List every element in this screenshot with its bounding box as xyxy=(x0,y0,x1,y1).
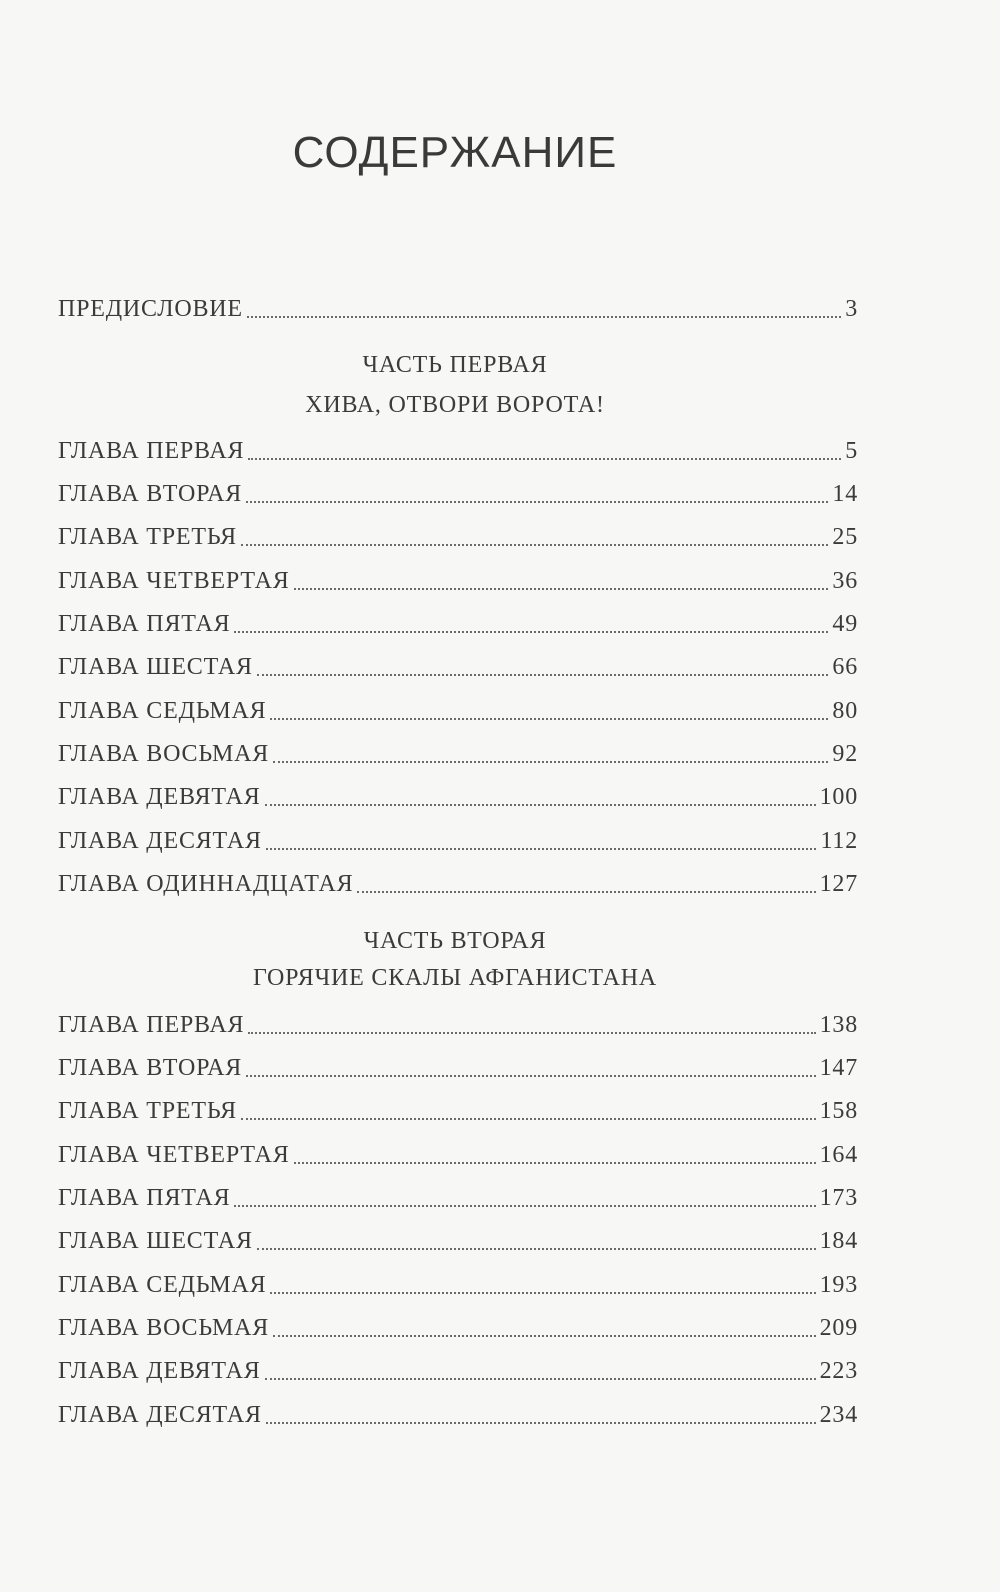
dot-leader xyxy=(270,718,828,720)
toc-entry-label: ГЛАВА ПЕРВАЯ xyxy=(58,1012,245,1038)
toc-entry-label: ГЛАВА ПЯТАЯ xyxy=(58,1185,231,1211)
toc-entry-label: ГЛАВА ОДИННАДЦАТАЯ xyxy=(58,871,354,897)
toc-entry-preface[interactable] xyxy=(58,294,858,324)
toc-entry[interactable] xyxy=(58,696,858,726)
toc-entry[interactable] xyxy=(58,1226,858,1256)
dot-leader xyxy=(257,1248,816,1250)
toc-entry-label: ПРЕДИСЛОВИЕ xyxy=(58,296,243,322)
toc-entry-label: ГЛАВА ЧЕТВЕРТАЯ xyxy=(58,568,290,594)
toc-page-number: 66 xyxy=(832,654,858,680)
toc-page-number: 184 xyxy=(819,1228,858,1254)
toc-entry-label: ГЛАВА ВТОРАЯ xyxy=(58,481,243,507)
dot-leader xyxy=(241,1118,816,1120)
toc-page-number: 25 xyxy=(832,524,858,550)
toc-entry[interactable] xyxy=(58,1053,858,1083)
toc-entry[interactable] xyxy=(58,1356,858,1386)
dot-leader xyxy=(266,1422,816,1424)
dot-leader xyxy=(270,1292,815,1294)
toc-page-number: 158 xyxy=(819,1098,858,1124)
dot-leader xyxy=(294,1162,816,1164)
toc-entry-label: ГЛАВА ДЕВЯТАЯ xyxy=(58,1358,261,1384)
dot-leader xyxy=(265,1378,816,1380)
toc-entry-label: ГЛАВА ВОСЬМАЯ xyxy=(58,741,270,767)
toc-entry[interactable] xyxy=(58,869,858,899)
toc-page-number: 49 xyxy=(832,611,858,637)
dot-leader xyxy=(273,761,828,763)
toc-entry-label: ГЛАВА ДЕСЯТАЯ xyxy=(58,1402,262,1428)
toc-page-number: 127 xyxy=(819,871,858,897)
toc-page-number: 173 xyxy=(819,1185,858,1211)
toc-entry-label: ГЛАВА ШЕСТАЯ xyxy=(58,1228,253,1254)
toc-entry[interactable] xyxy=(58,1183,858,1213)
dot-leader xyxy=(257,674,829,676)
toc-entry[interactable] xyxy=(58,1270,858,1300)
dot-leader xyxy=(234,631,828,633)
toc-entry[interactable] xyxy=(58,566,858,596)
toc-entry[interactable] xyxy=(58,1400,858,1430)
toc-entry[interactable] xyxy=(58,436,858,466)
dot-leader xyxy=(266,848,817,850)
toc-page-number: 193 xyxy=(819,1272,858,1298)
toc-entry[interactable] xyxy=(58,652,858,682)
dot-leader xyxy=(234,1205,815,1207)
toc-page-number: 14 xyxy=(832,481,858,507)
toc-page-number: 92 xyxy=(832,741,858,767)
page-title: СОДЕРЖАНИЕ xyxy=(292,128,618,177)
part-heading: ЧАСТЬ ВТОРАЯ xyxy=(363,928,547,954)
toc-entry-label: ГЛАВА ДЕВЯТАЯ xyxy=(58,784,261,810)
toc-page-number: 5 xyxy=(845,438,858,464)
toc-page-number: 3 xyxy=(845,296,858,322)
dot-leader xyxy=(241,544,828,546)
dot-leader xyxy=(246,1075,816,1077)
toc-page-number: 100 xyxy=(819,784,858,810)
toc-entry-label: ГЛАВА СЕДЬМАЯ xyxy=(58,698,267,724)
toc-page-number: 147 xyxy=(819,1055,858,1081)
dot-leader xyxy=(273,1335,816,1337)
part-heading: ЧАСТЬ ПЕРВАЯ xyxy=(362,352,548,378)
dot-leader xyxy=(294,588,829,590)
dot-leader xyxy=(247,316,841,318)
toc-page-number: 138 xyxy=(819,1012,858,1038)
toc-page-number: 223 xyxy=(819,1358,858,1384)
toc-page-number: 36 xyxy=(832,568,858,594)
dot-leader xyxy=(248,1032,815,1034)
toc-entry-label: ГЛАВА ШЕСТАЯ xyxy=(58,654,253,680)
toc-entry[interactable] xyxy=(58,609,858,639)
toc-entry[interactable] xyxy=(58,1010,858,1040)
toc-entry[interactable] xyxy=(58,739,858,769)
toc-page-number: 80 xyxy=(832,698,858,724)
toc-entry-label: ГЛАВА ПЯТАЯ xyxy=(58,611,231,637)
toc-entry-label: ГЛАВА СЕДЬМАЯ xyxy=(58,1272,267,1298)
toc-entry-label: ГЛАВА ТРЕТЬЯ xyxy=(58,1098,237,1124)
toc-entry-label: ГЛАВА ВТОРАЯ xyxy=(58,1055,243,1081)
dot-leader xyxy=(248,458,841,460)
part-subtitle: ХИВА, ОТВОРИ ВОРОТА! xyxy=(305,392,605,418)
part-subtitle: ГОРЯЧИЕ СКАЛЫ АФГАНИСТАНА xyxy=(252,965,658,991)
toc-entry[interactable] xyxy=(58,1313,858,1343)
toc-entry[interactable] xyxy=(58,479,858,509)
toc-entry[interactable] xyxy=(58,522,858,552)
toc-entry[interactable] xyxy=(58,1140,858,1170)
toc-entry-label: ГЛАВА ВОСЬМАЯ xyxy=(58,1315,270,1341)
dot-leader xyxy=(265,804,816,806)
toc-entry-label: ГЛАВА ТРЕТЬЯ xyxy=(58,524,237,550)
toc-page-number: 209 xyxy=(819,1315,858,1341)
dot-leader xyxy=(357,891,815,893)
toc-entry-label: ГЛАВА ПЕРВАЯ xyxy=(58,438,245,464)
toc-entry[interactable] xyxy=(58,782,858,812)
toc-entry[interactable] xyxy=(58,1096,858,1126)
dot-leader xyxy=(246,501,828,503)
toc-entry-label: ГЛАВА ЧЕТВЕРТАЯ xyxy=(58,1142,290,1168)
toc-entry[interactable] xyxy=(58,826,858,856)
toc-page-number: 112 xyxy=(820,828,858,854)
toc-page-number: 164 xyxy=(819,1142,858,1168)
toc-page-number: 234 xyxy=(819,1402,858,1428)
toc-entry-label: ГЛАВА ДЕСЯТАЯ xyxy=(58,828,262,854)
